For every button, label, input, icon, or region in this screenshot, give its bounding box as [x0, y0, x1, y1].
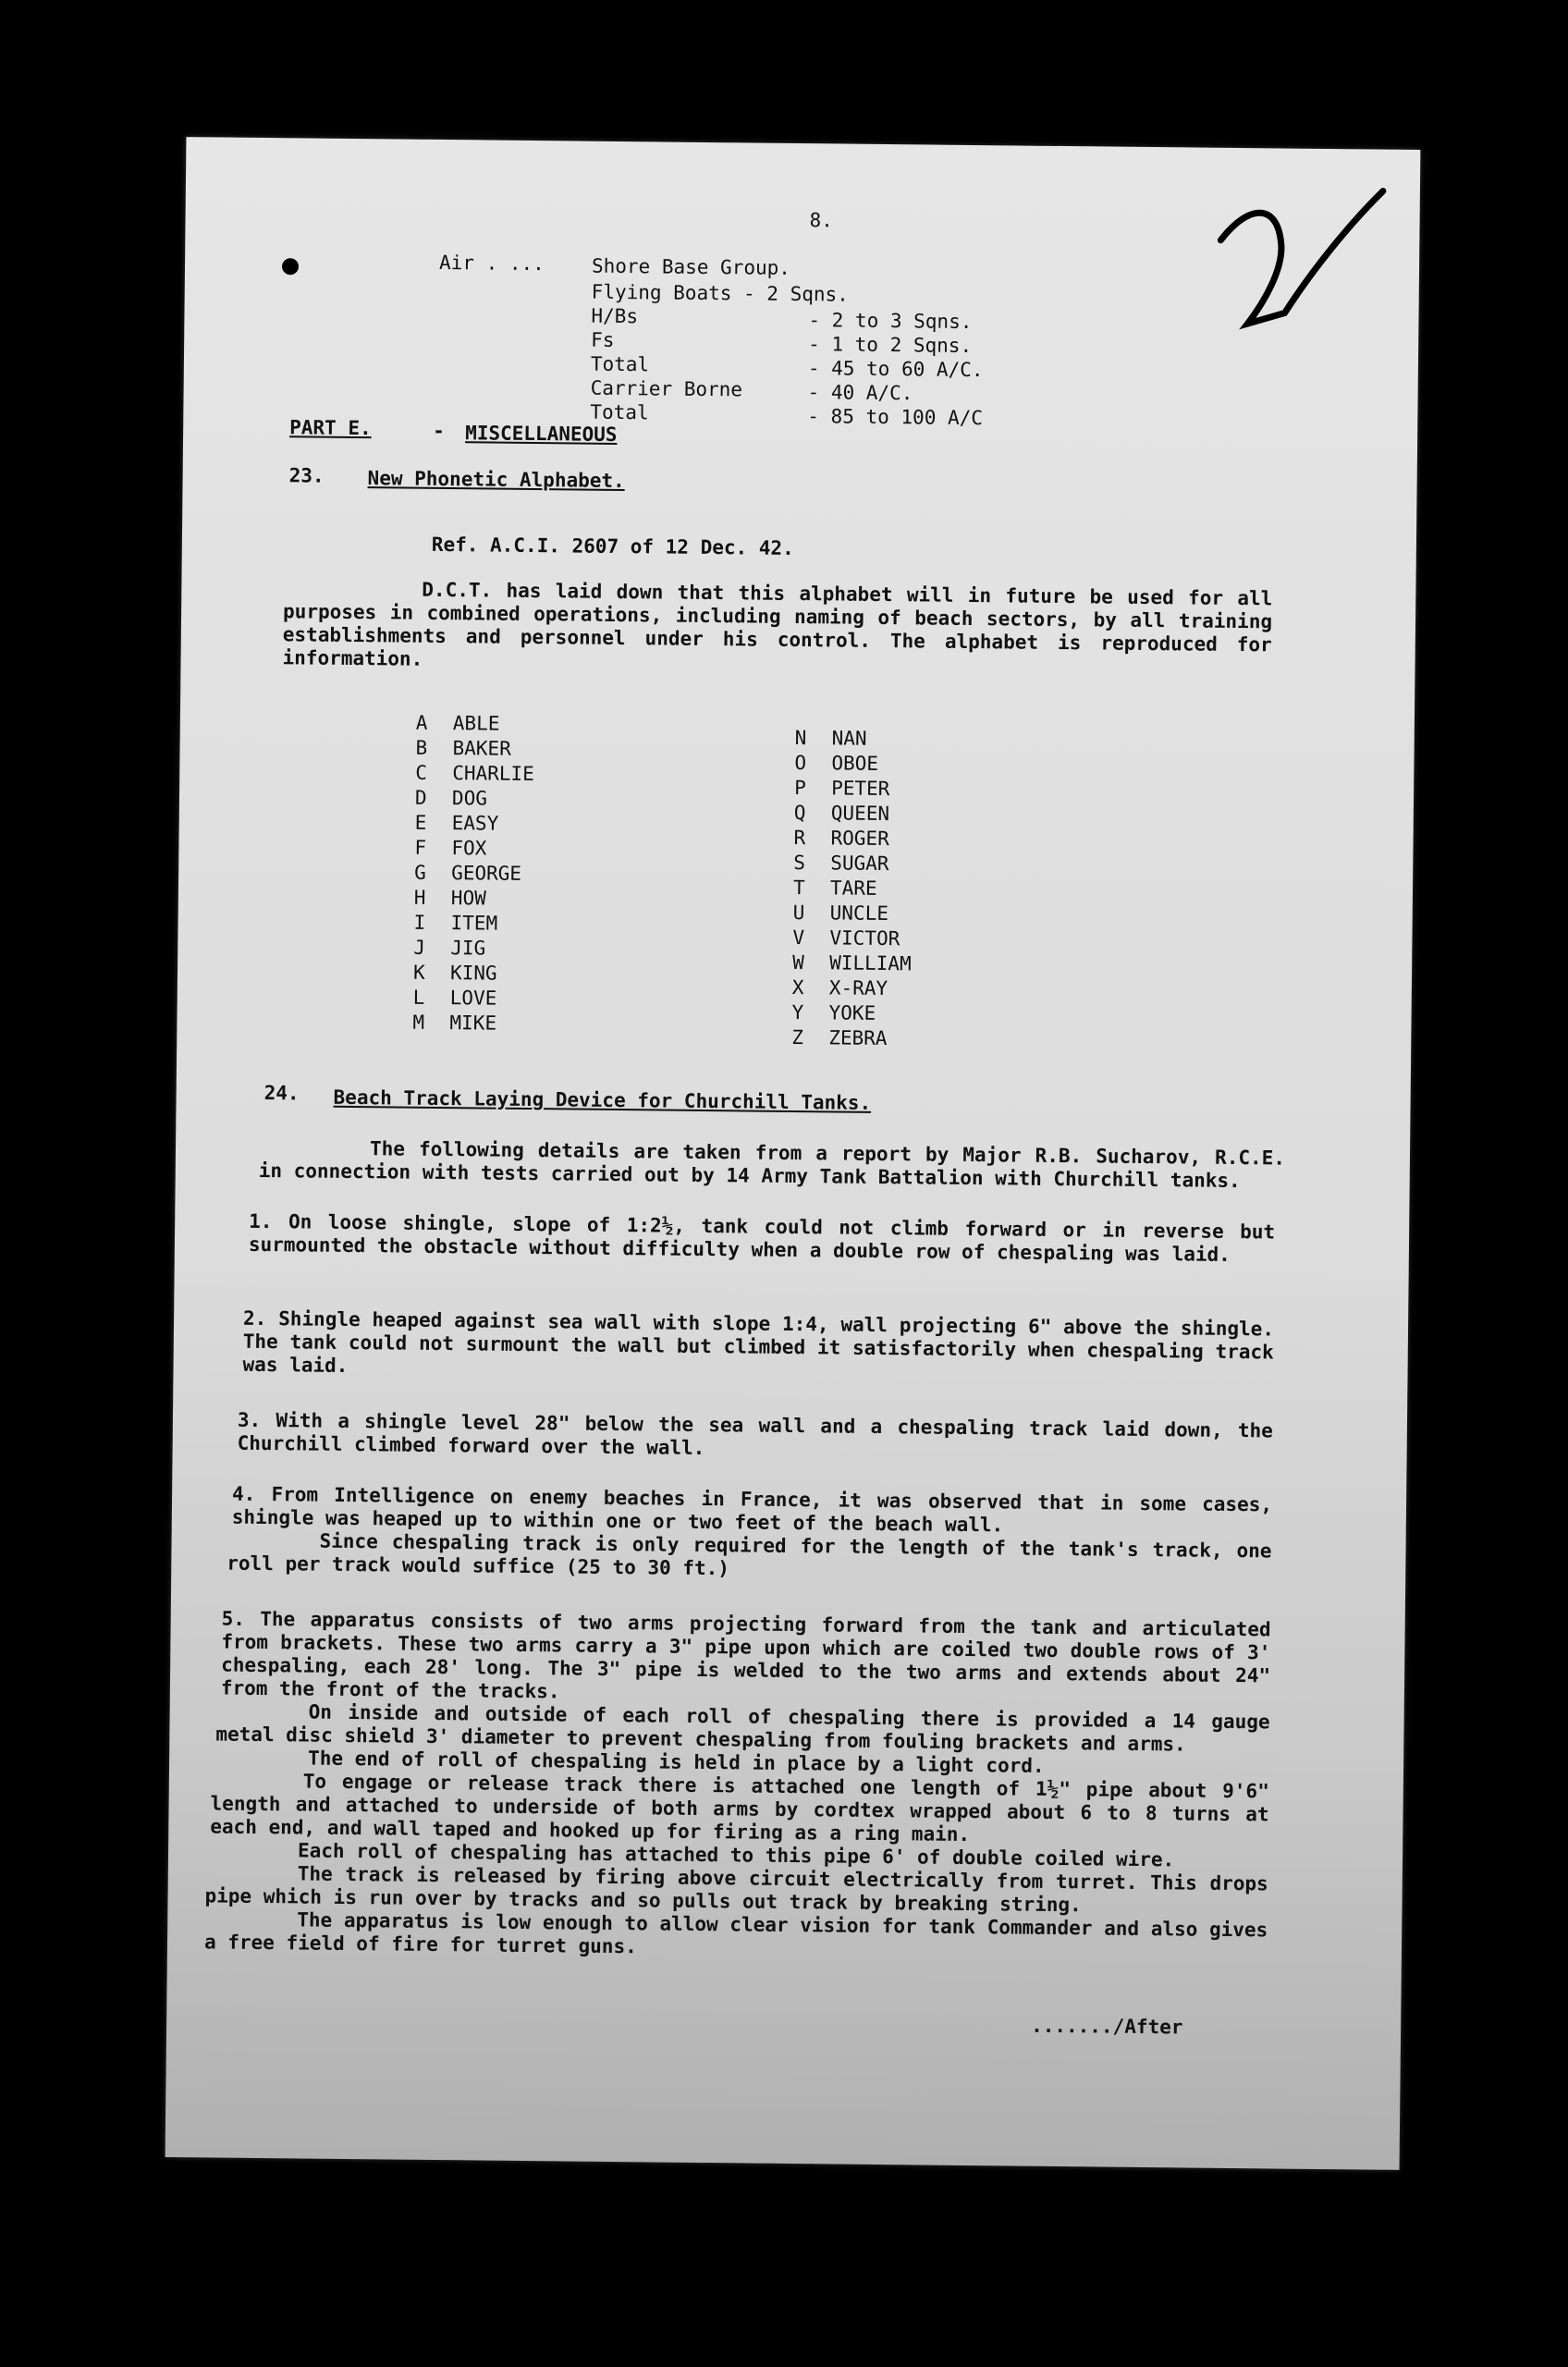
alphabet-letter: T: [792, 876, 805, 900]
part-dash: -: [433, 419, 445, 443]
air-row-value: - 45 to 60 A/C.: [807, 357, 984, 382]
alphabet-entry: [416, 711, 500, 737]
alphabet-word: ABLE: [452, 712, 500, 735]
section-24-intro: The following details are taken from a report by Major R.B. Sucharov, R.C.E. in connection with tests carried out by 14 Army Tank Battalion with Churchill tanks.: [258, 1137, 1286, 1193]
air-row-item: Flying Boats - 2 Sqns.: [591, 280, 850, 306]
alphabet-entry: [794, 751, 878, 777]
alphabet-word: GEORGE: [451, 862, 522, 885]
page-number: 8.: [809, 209, 833, 232]
part-label: PART E.: [289, 416, 372, 440]
alphabet-entry: [413, 911, 497, 937]
part-title: MISCELLANEOUS: [465, 422, 618, 446]
alphabet-entry: [793, 901, 888, 926]
alphabet-letter: N: [794, 726, 807, 750]
alphabet-word: VICTOR: [829, 926, 900, 950]
alphabet-entry: [793, 851, 888, 877]
air-row-item: H/Bs: [591, 304, 639, 328]
alphabet-word: EASY: [451, 812, 499, 835]
alphabet-entry: [415, 761, 534, 787]
alphabet-entry: [413, 936, 485, 962]
continuation-footer: ......./After: [1031, 2014, 1183, 2039]
alphabet-entry: [414, 836, 486, 862]
alphabet-letter: L: [412, 986, 425, 1009]
alphabet-letter: U: [792, 901, 805, 925]
alphabet-letter: J: [413, 936, 426, 959]
alphabet-letter: K: [412, 961, 425, 984]
air-row-value: - 40 A/C.: [807, 381, 913, 405]
section-24-paragraph-5c: The end of roll of chespaling is held in place by a light cord.: [307, 1747, 1045, 1777]
alphabet-letter: Q: [793, 801, 806, 825]
alphabet-letter: V: [792, 926, 805, 950]
alphabet-entry: [792, 950, 912, 976]
alphabet-entry: [414, 861, 521, 887]
section-23-paragraph: D.C.T. has laid down that this alphabet will in future be used for all purposes in combined operations, including naming of beach sectors, by all training establishments and personnel under his control. The alphabet is reproduced for information.: [282, 578, 1273, 670]
alphabet-letter: M: [412, 1011, 425, 1034]
alphabet-entry: [794, 776, 889, 802]
alphabet-word: UNCLE: [829, 901, 889, 926]
alphabet-word: HOW: [450, 887, 486, 910]
alphabet-entry: [793, 826, 888, 852]
section-24-paragraph-4a: 4. From Intelligence on enemy beaches in France, it was observed that in some cases, shingle was heaped up to within one or two feet of the beach wall.: [231, 1482, 1273, 1537]
air-row-value: - 2 to 3 Sqns.: [808, 309, 973, 333]
alphabet-word: ITEM: [450, 912, 498, 935]
air-label: Air . ...: [438, 251, 545, 276]
section-23-title: New Phonetic Alphabet.: [367, 467, 625, 493]
air-row-value: - 85 to 100 A/C: [807, 405, 984, 430]
alphabet-letter: I: [413, 911, 426, 934]
alphabet-entry: [415, 811, 499, 837]
alphabet-letter: D: [414, 786, 427, 809]
air-row-item: Total: [590, 400, 649, 424]
alphabet-word: NAN: [831, 727, 867, 750]
alphabet-letter: O: [794, 751, 807, 775]
punch-hole-mark: [282, 258, 299, 275]
alphabet-entry: [793, 876, 877, 901]
alphabet-letter: R: [793, 826, 806, 850]
alphabet-word: X-RAY: [828, 976, 888, 1000]
section-24-paragraph-1: 1. On loose shingle, slope of 1:2½, tank could not climb forward or in reverse but surmounted the obstacle without difficulty when a double row of chespaling was laid.: [248, 1209, 1276, 1266]
alphabet-letter: G: [414, 861, 426, 884]
checkmark-annotation: [1210, 185, 1388, 344]
alphabet-letter: A: [415, 711, 428, 734]
section-24-number: 24.: [263, 1082, 300, 1105]
section-24-paragraph-5b: On inside and outside of each roll of chespaling there is provided a 14 gauge metal disc shield 3' diameter to prevent chespaling from fouling brackets and arms.: [215, 1700, 1270, 1756]
section-24-paragraph-5f: The track is released by firing above circuit electrically from turret. This drops pipe which is run over by tracks and so pulls out track by breaking string.: [204, 1862, 1268, 1917]
section-24-paragraph-5a: 5. The apparatus consists of two arms projecting forward from the tank and articulated from brackets. These two arms carry a 3" pipe upon which are coiled two double rows of 3' chespaling, each 28' long. The 3" pipe is welded to the two arms and extends about 24" from the front of the tracks.: [220, 1607, 1271, 1703]
alphabet-letter: Y: [791, 1000, 804, 1024]
alphabet-word: SUGAR: [830, 852, 889, 876]
section-24-paragraph-2: 2. Shingle heaped against sea wall with slope 1:4, wall projecting 6" above the shingle. The tank could not surmount the wall but climbed it satisfactorily when chespaling track was laid.: [242, 1306, 1275, 1377]
section-24-paragraph-4b: Since chespaling track is only required for the length of the tank's track, one roll per track would suffice (25 to 30 ft.): [227, 1529, 1272, 1580]
alphabet-entry: [792, 975, 888, 1001]
alphabet-letter: F: [414, 836, 427, 859]
document-page: [165, 137, 1421, 2170]
alphabet-entry: [414, 886, 486, 912]
alphabet-letter: X: [791, 975, 804, 1000]
alphabet-word: MIKE: [449, 1012, 497, 1035]
alphabet-entry: [795, 726, 867, 752]
alphabet-word: KING: [449, 962, 497, 985]
alphabet-word: TARE: [829, 877, 877, 900]
section-24-paragraph-5g: The apparatus is low enough to allow clear vision for tank Commander and also gives a free field of fire for turret guns.: [203, 1908, 1268, 1958]
air-row-item: Carrier Borne: [590, 376, 743, 401]
alphabet-letter: P: [794, 776, 806, 800]
alphabet-word: FOX: [451, 837, 487, 860]
alphabet-entry: [415, 736, 510, 762]
air-row-value: - 1 to 2 Sqns.: [808, 333, 973, 357]
section-23-reference: Ref. A.C.I. 2607 of 12 Dec. 42.: [431, 533, 794, 559]
air-row-item: Total: [590, 352, 650, 376]
alphabet-entry: [791, 1000, 876, 1026]
alphabet-word: BAKER: [452, 737, 511, 760]
alphabet-word: DOG: [451, 787, 488, 810]
alphabet-word: CHARLIE: [452, 762, 534, 786]
air-row-item: Fs: [591, 328, 615, 351]
alphabet-word: WILLIAM: [829, 951, 912, 975]
air-row-item: Shore Base Group.: [591, 254, 791, 279]
section-24-title: Beach Track Laying Device for Churchill Tanks.: [333, 1085, 872, 1114]
alphabet-entry: [794, 801, 889, 827]
alphabet-word: JIG: [450, 937, 486, 960]
alphabet-letter: H: [413, 886, 426, 909]
section-24-paragraph-5d: To engage or release track there is attached one length of 1½" pipe about 9'6" length and attached to underside of both arms by cordtex wrapped about 6 to 8 turns at each end, and wall taped and hooked up for firing as a ring main.: [210, 1770, 1269, 1846]
alphabet-entry: [415, 786, 487, 812]
section-23-number: 23.: [288, 464, 325, 487]
section-24-paragraph-5e: Each roll of chespaling has attached to this pipe 6' of double coiled wire.: [297, 1839, 1175, 1871]
alphabet-letter: W: [792, 950, 804, 975]
alphabet-word: OBOE: [831, 752, 879, 775]
alphabet-word: QUEEN: [830, 802, 890, 826]
alphabet-letter: C: [415, 761, 428, 784]
alphabet-letter: B: [415, 736, 428, 759]
alphabet-entry: [791, 1025, 887, 1051]
alphabet-letter: Z: [791, 1025, 804, 1049]
alphabet-word: PETER: [831, 777, 890, 801]
alphabet-word: LOVE: [449, 987, 497, 1010]
alphabet-word: ZEBRA: [828, 1026, 888, 1050]
section-24-paragraph-3: 3. With a shingle level 28" below the sea wall and a chespaling track laid down, the Churchill climbed forward over the wall.: [237, 1408, 1274, 1460]
alphabet-entry: [413, 961, 497, 987]
alphabet-letter: E: [414, 811, 427, 834]
alphabet-entry: [412, 1011, 496, 1036]
alphabet-entry: [792, 926, 900, 951]
alphabet-word: ROGER: [830, 827, 889, 851]
alphabet-entry: [413, 986, 497, 1012]
alphabet-word: YOKE: [828, 1001, 876, 1024]
alphabet-letter: S: [793, 851, 806, 875]
